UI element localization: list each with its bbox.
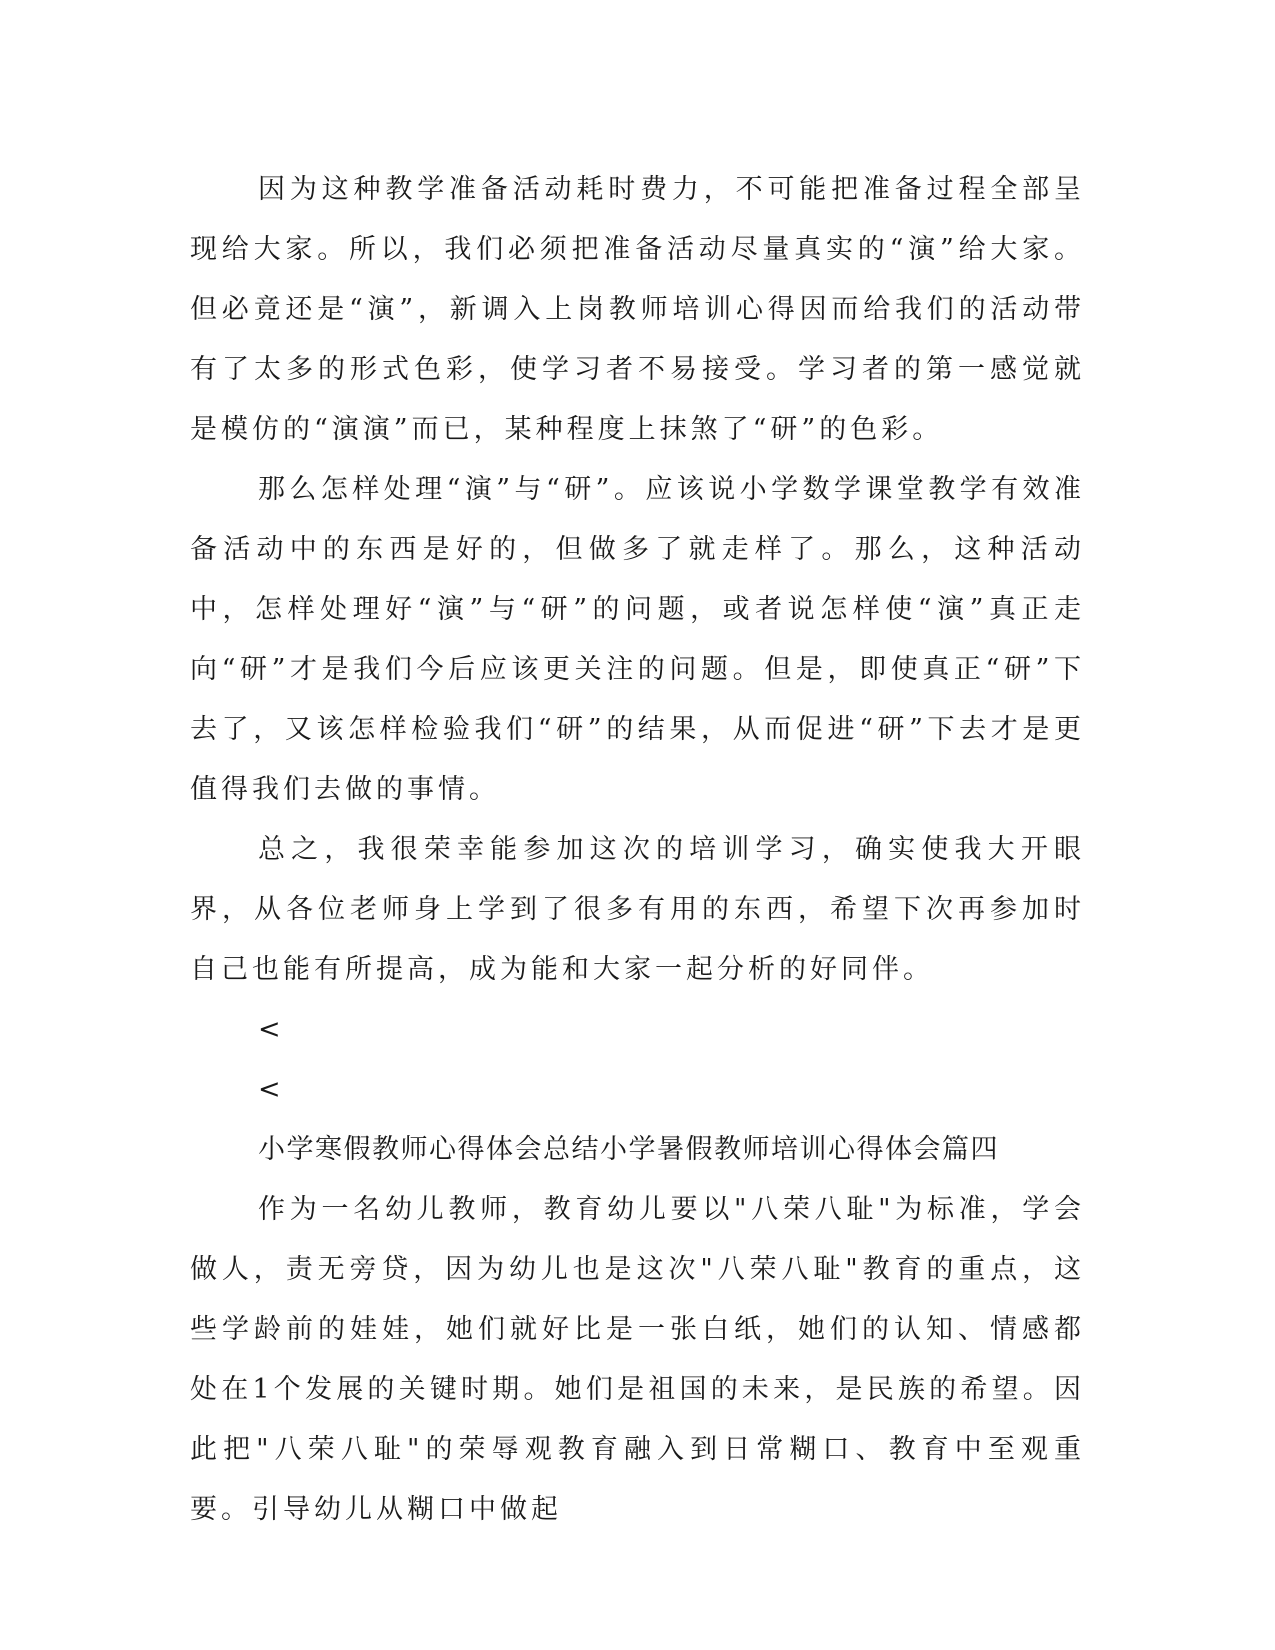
section-heading: 小学寒假教师心得体会总结小学暑假教师培训心得体会篇四 bbox=[258, 1134, 999, 1165]
document-body bbox=[190, 160, 1085, 1540]
paragraph-1: 因为这种教学准备活动耗时费力，不可能把准备过程全部呈现给大家。所以，我们必须把准备活动尽量真实的“演”给大家。但必竟还是“演”，新调入上岗教师培训心得因而给我们的活动带有了太多的形式色彩，使学习者不易接受。学习者的第一感觉就是模仿的“演演”而已，某种程度上抹煞了“研”的色彩。 bbox=[190, 174, 1085, 445]
paragraph-4: < bbox=[258, 1014, 283, 1045]
paragraph-7: 作为一名幼儿教师，教育幼儿要以"八荣八耻"为标准，学会做人，责无旁贷，因为幼儿也是这次"八荣八耻"教育的重点，这些学龄前的娃娃，她们就好比是一张白纸，她们的认知、情感都处在1个发展的关键时期。她们是祖国的未来，是民族的希望。因此把"八荣八耻"的荣辱观教育融入到日常糊口、教育中至观重要。引导幼儿从糊口中做起 bbox=[190, 1194, 1085, 1525]
paragraph-5: < bbox=[258, 1074, 283, 1105]
paragraph-2: 那么怎样处理“演”与“研”。应该说小学数学课堂教学有效准备活动中的东西是好的，但做多了就走样了。那么，这种活动中，怎样处理好“演”与“研”的问题，或者说怎样使“演”真正走向“研”才是我们今后应该更关注的问题。但是，即使真正“研”下去了，又该怎样检验我们“研”的结果，从而促进“研”下去才是更值得我们去做的事情。 bbox=[190, 474, 1085, 805]
paragraph-3: 总之，我很荣幸能参加这次的培训学习，确实使我大开眼界，从各位老师身上学到了很多有用的东西，希望下次再参加时自己也能有所提高，成为能和大家一起分析的好同伴。 bbox=[190, 834, 1085, 985]
